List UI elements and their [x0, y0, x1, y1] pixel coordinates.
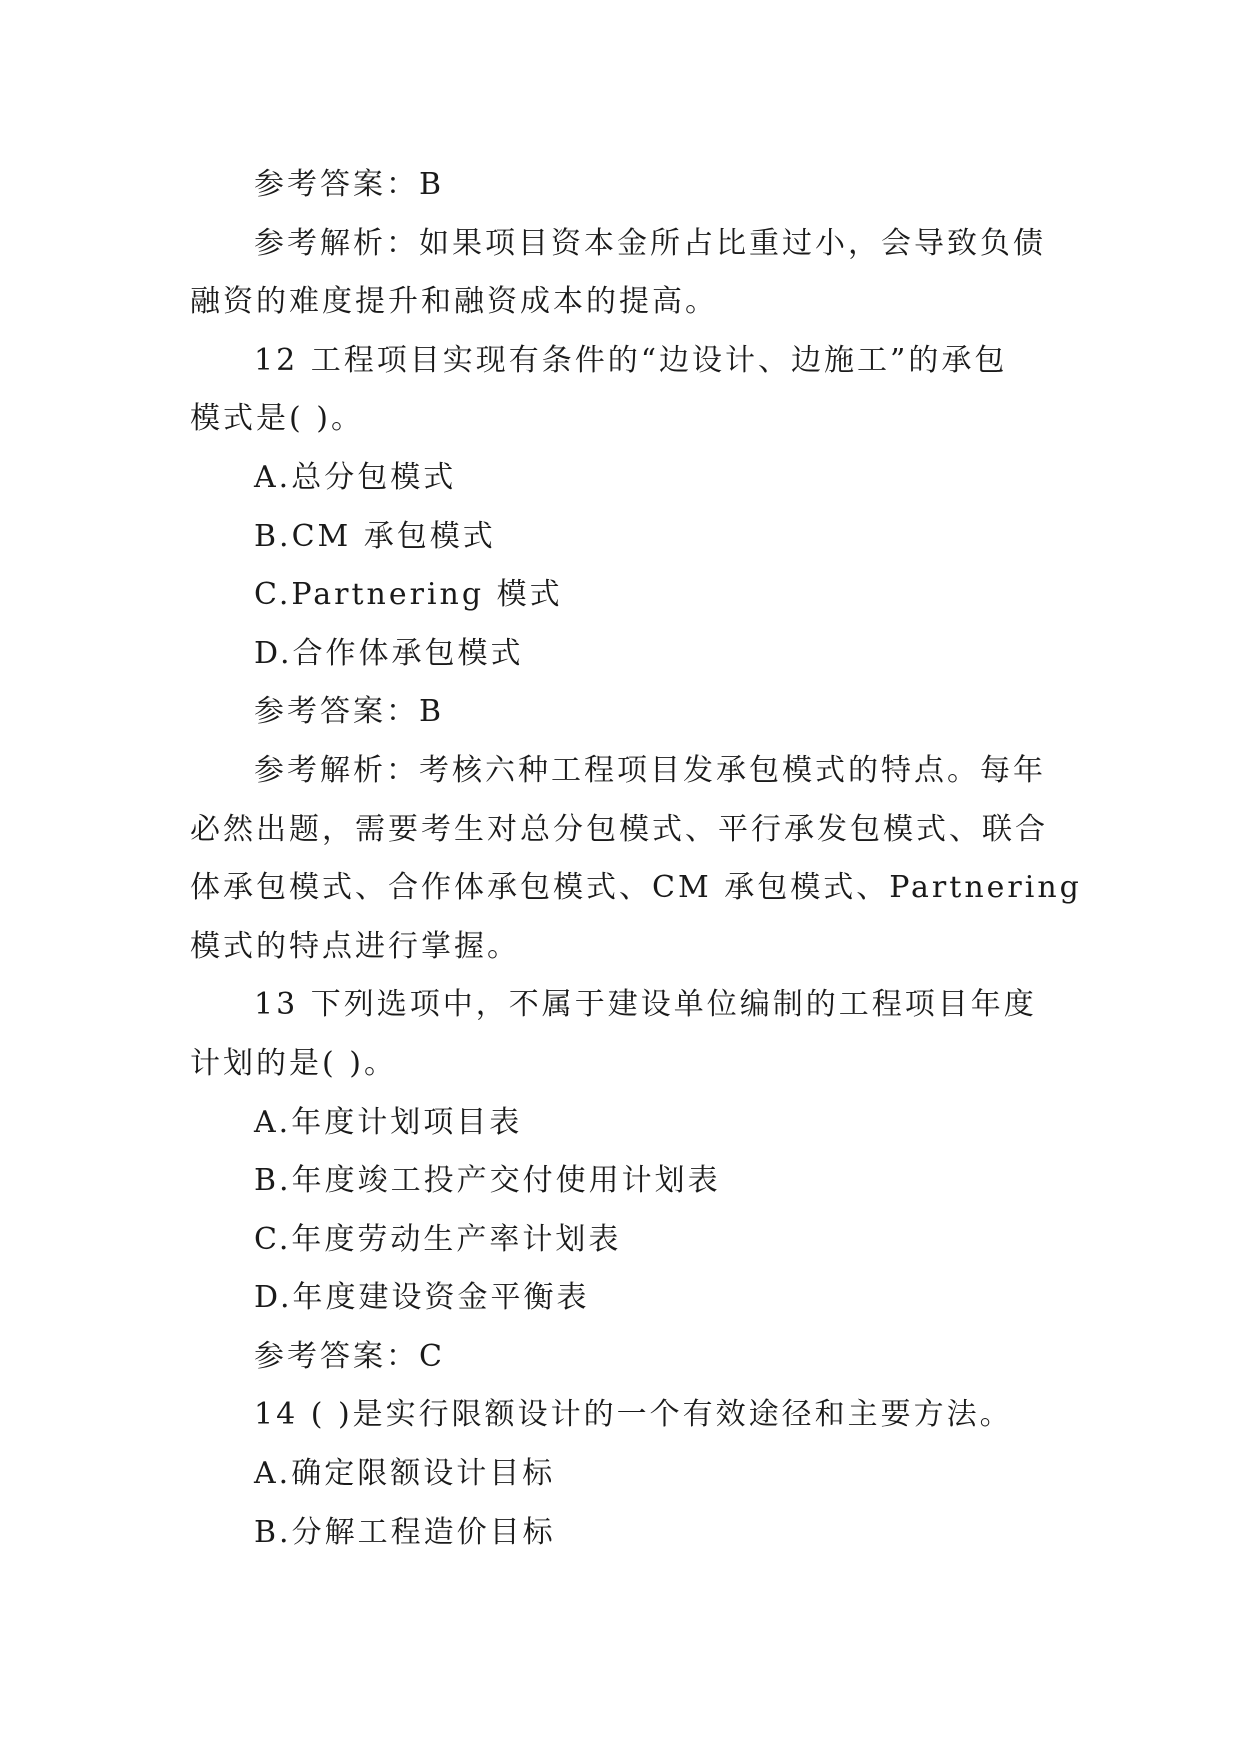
text-line: A.年度计划项目表	[254, 1104, 523, 1140]
text-line: 融资的难度提升和融资成本的提高。	[190, 284, 718, 320]
text-line: D.合作体承包模式	[254, 635, 524, 671]
text-line: 12 工程项目实现有条件的“边设计、边施工”的承包	[254, 342, 1008, 378]
text-line: B.分解工程造价目标	[254, 1514, 556, 1550]
text-line: B.CM 承包模式	[254, 518, 496, 554]
text-line: 参考答案：B	[254, 694, 445, 730]
text-line: C.年度劳动生产率计划表	[254, 1221, 622, 1257]
text-line: 参考解析：如果项目资本金所占比重过小，会导致负债	[254, 225, 1046, 261]
text-line: 体承包模式、合作体承包模式、CM 承包模式、Partnering	[190, 870, 1082, 906]
text-line: 参考解析：考核六种工程项目发承包模式的特点。每年	[254, 752, 1046, 788]
document-body	[190, 156, 1082, 1562]
text-line: 14 ( )是实行限额设计的一个有效途径和主要方法。	[254, 1397, 1013, 1433]
text-line: 参考答案：C	[254, 1338, 445, 1374]
text-line: 模式的特点进行掌握。	[190, 928, 520, 964]
text-line: 必然出题，需要考生对总分包模式、平行承发包模式、联合	[190, 811, 1048, 847]
text-line: 计划的是( )。	[190, 1045, 397, 1081]
text-line: A.确定限额设计目标	[254, 1456, 556, 1492]
text-line: D.年度建设资金平衡表	[254, 1280, 590, 1316]
text-line: B.年度竣工投产交付使用计划表	[254, 1163, 721, 1199]
text-line: A.总分包模式	[254, 459, 457, 495]
text-line: C.Partnering 模式	[254, 577, 563, 613]
text-line: 参考答案：B	[254, 167, 445, 202]
text-line: 13 下列选项中，不属于建设单位编制的工程项目年度	[254, 987, 1037, 1023]
text-line: 模式是( )。	[190, 401, 364, 437]
